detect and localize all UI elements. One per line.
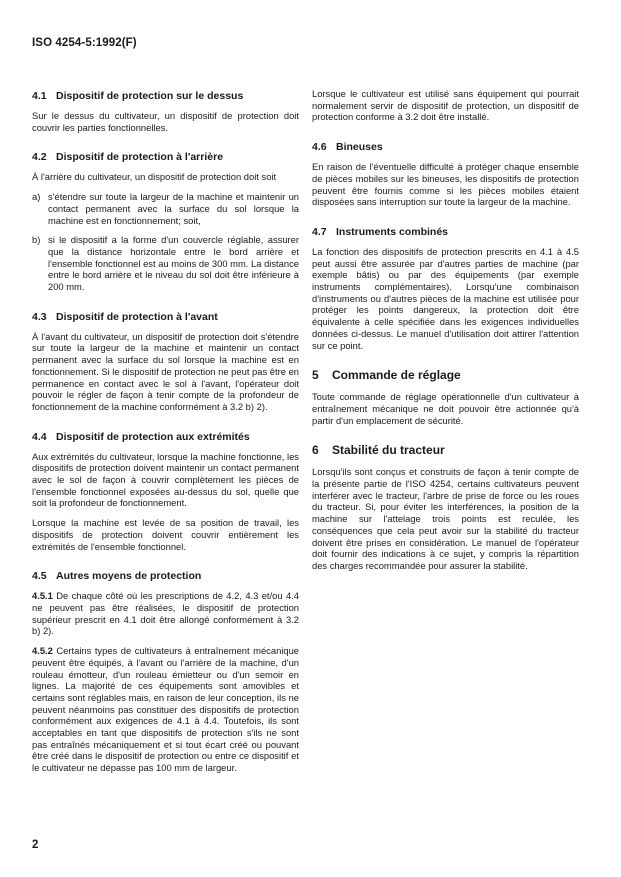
right-column xyxy=(312,88,579,580)
heading-title: Dispositif de protection à l'arrière xyxy=(56,151,224,164)
paragraph-4-4-b: Lorsque la machine est levée de sa position de travail, les dispositifs de protection doivent couvrir entièrement les extrémités de l'ensemble fonctionnel. xyxy=(32,517,299,552)
heading-number: 5 xyxy=(312,368,319,383)
heading-number: 4.2 xyxy=(32,151,47,164)
heading-title: Bineuses xyxy=(336,141,383,154)
heading-6 xyxy=(312,443,579,457)
list-item-b xyxy=(32,234,299,293)
paragraph-4-5-2 xyxy=(32,645,299,774)
paragraph-4-6: En raison de l'éventuelle difficulté à protéger chaque ensemble de pièces mobiles sur les bineuses, les dispositifs de protection peuvent être fournis comme si les pièces mobiles étaient disposées sans interruption sur toute la largeur de la machine. xyxy=(312,161,579,208)
paragraph-4-2: À l'arrière du cultivateur, un dispositif de protection doit soit xyxy=(32,171,277,183)
heading-title: Stabilité du tracteur xyxy=(332,443,445,458)
heading-4-7 xyxy=(312,226,579,238)
heading-4-1 xyxy=(32,90,299,102)
heading-title: Dispositif de protection à l'avant xyxy=(56,310,218,323)
heading-number: 4.7 xyxy=(312,225,327,238)
paragraph-4-5-1 xyxy=(32,590,299,637)
heading-title: Dispositif de protection aux extrémités xyxy=(56,430,250,443)
paragraph-text: Certains types de cultivateurs à entraînement mécanique peuvent être équipés, à l'avant ou l'arrière de la machine, d'un rouleau émotteur, d'un rouleau émietteur ou d'un semoir en lignes. La majorité de ces équipements sont amovibles et certains sont réglables mais, en raison de leur conception, ils ne peuvent néanmoins pas constituer des dispositifs de protection conformément aux exigences de 4.1 à 4.4. Toutefois, ils sont acceptables en tant que dispositifs de protection s'ils ne sont pas entraînés mécaniquement et si tout écart créé ou pouvant être créé dans le dispositif de protection ou entre ce dispositif et le cultivateur ne dépasse pas 100 mm de largeur. xyxy=(32,645,300,774)
paragraph-5: Toute commande de réglage opérationnelle d'un cultivateur à entraînement mécanique ne doit pouvoir être actionnée qu'à partir d'un emplacement de sécurité. xyxy=(312,391,579,426)
paragraph-4-4-a: Aux extrémités du cultivateur, lorsque la machine fonctionne, les dispositifs de protection doivent maintenir un contact permanent avec le sol de façon à couvrir complètement les pièces de l'ensemble fonctionnel exposées au-dessus du sol, quelle que soit la profondeur de fonctionnement. xyxy=(32,450,299,509)
heading-4-5 xyxy=(32,570,299,582)
list-item-a xyxy=(32,191,299,226)
heading-title: Instruments combinés xyxy=(336,225,449,238)
list-text: si le dispositif a la forme d'un couvercle réglable, assurer que la distance horizontale entre le bord arrière et l'ensemble fonctionnel est au moins de 300 mm. La distance entre le bord arrière et le niveau du sol doit être inférieure à 200 mm. xyxy=(48,234,299,293)
heading-4-6 xyxy=(312,141,579,153)
list-text: s'étendre sur toute la largeur de la machine et maintenir un contact permanent avec la surface du sol lorsque la machine est en fonctionnement; soit, xyxy=(48,191,299,226)
paragraph-4-5-3: Lorsque le cultivateur est utilisé sans équipement qui pourrait normalement servir de dispositif de protection, un dispositif de protection conforme à 3.2 doit être installé. xyxy=(312,88,579,123)
standard-reference: ISO 4254-5:1992(F) xyxy=(32,37,137,49)
subclause-number: 4.5.2 xyxy=(32,645,53,657)
heading-4-4 xyxy=(32,431,299,443)
left-column xyxy=(32,80,299,782)
paragraph-4-7: La fonction des dispositifs de protection prescrits en 4.1 à 4.5 peut aussi être assurée par d'autres parties de machine (par exemple bâtis) ou par des équipements (par exemple instruments complémentaires). Lorsqu'une combinaison d'instruments ou d'autres pièces de la machine est utilisée pour protéger les points dangereux, la protection doit être équivalente à celle spécifiée dans les exigences individuelles données ci-dessus. Le manuel d'utilisation doit attirer l'attention sur ce point. xyxy=(312,245,579,351)
heading-4-2 xyxy=(32,151,299,163)
list-label: b) xyxy=(32,234,41,246)
page-number: 2 xyxy=(32,839,39,851)
subclause-number: 4.5.1 xyxy=(32,590,53,602)
heading-number: 6 xyxy=(312,443,319,458)
paragraph-text: De chaque côté où les prescriptions de 4.2, 4.3 et/ou 4.4 ne peuvent pas être réalisées, le dispositif de protection supérieur prescrit en 4.1 doit être allongé conformément à 3.2 b) 2). xyxy=(32,590,299,637)
paragraph-4-3: À l'avant du cultivateur, un dispositif de protection doit s'étendre sur toute la largeur de la machine et maintenir un contact permanent avec la surface du sol lorsque la machine est en fonctionnement. Si le dispositif de protection ne peut pas être en permanence en contact avec le sol à l'avant, l'opérateur doit pouvoir le régler de façon à tenir compte de la profondeur de fonctionnement de la machine conformément à 3.2 b) 2). xyxy=(32,330,299,412)
heading-title: Commande de réglage xyxy=(332,368,461,383)
heading-number: 4.4 xyxy=(32,430,47,443)
heading-title: Autres moyens de protection xyxy=(56,570,202,583)
heading-4-3 xyxy=(32,311,299,323)
heading-number: 4.6 xyxy=(312,141,327,154)
paragraph-6: Lorsqu'ils sont conçus et construits de façon à tenir compte de la présente partie de l'ISO 4254, certains cultivateurs peuvent interférer avec le tracteur, l'arbre de prise de force ou les roues du tracteur. Si, pour éviter les interférences, la position de la machine sur l'attelage trois points est reculée, les conséquences que cela peut avoir sur la stabilité du tracteur doivent être prises en considération. Le manuel de l'opérateur doit fournir des indications à ce sujet, y compris la répartition des charges recommandée pour assurer la stabilité. xyxy=(312,466,579,571)
heading-number: 4.1 xyxy=(32,90,47,102)
heading-title: Dispositif de protection sur le dessus xyxy=(56,90,244,102)
heading-number: 4.5 xyxy=(32,570,47,583)
list-label: a) xyxy=(32,191,41,203)
heading-5 xyxy=(312,368,579,382)
heading-number: 4.3 xyxy=(32,310,47,323)
paragraph-4-1: Sur le dessus du cultivateur, un dispositif de protection doit couvrir les parties fonctionnelles. xyxy=(32,110,299,133)
